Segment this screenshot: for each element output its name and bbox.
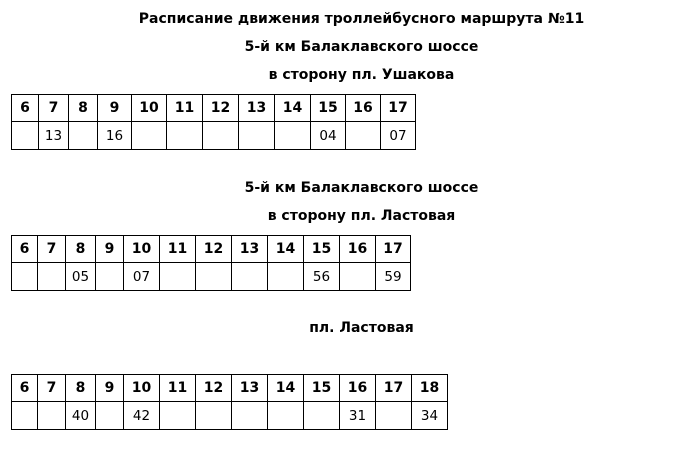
minute-cell (38, 402, 66, 430)
hour-cell: 12 (203, 95, 239, 122)
hour-cell: 7 (39, 95, 69, 122)
hour-cell: 6 (12, 236, 38, 263)
minute-cell (132, 122, 167, 150)
minute-cell: 34 (412, 402, 448, 430)
page-title: Расписание движения троллейбусного маршрута №11 (138, 11, 585, 27)
hour-cell: 6 (12, 95, 39, 122)
hour-cell: 17 (376, 375, 412, 402)
minutes-row (12, 122, 416, 150)
hour-cell: 14 (275, 95, 311, 122)
minute-cell (275, 122, 311, 150)
hour-cell: 18 (412, 375, 448, 402)
section-1-heading-direction: в сторону пл. Ушакова (268, 67, 455, 83)
minute-cell: 05 (66, 263, 96, 291)
minute-cell (346, 122, 381, 150)
hour-cell: 16 (340, 375, 376, 402)
minute-cell: 04 (311, 122, 346, 150)
schedule-table-1 (11, 94, 416, 150)
minutes-row (12, 263, 411, 291)
hour-cell: 6 (12, 375, 38, 402)
hour-cell: 14 (268, 375, 304, 402)
minute-cell (160, 402, 196, 430)
minutes-row (12, 402, 448, 430)
minute-cell (167, 122, 203, 150)
hour-cell: 15 (311, 95, 346, 122)
minute-cell (232, 402, 268, 430)
minute-cell (96, 402, 124, 430)
minute-cell (12, 122, 39, 150)
minute-cell (196, 263, 232, 291)
hour-cell: 17 (376, 236, 411, 263)
hour-cell: 9 (96, 375, 124, 402)
minute-cell (239, 122, 275, 150)
hour-cell: 15 (304, 375, 340, 402)
hour-cell: 16 (346, 95, 381, 122)
hour-cell: 8 (66, 236, 96, 263)
hour-cell: 13 (232, 375, 268, 402)
hour-cell: 15 (304, 236, 340, 263)
section-1-heading-stop: 5-й км Балаклавского шоссе (244, 39, 479, 55)
minute-cell: 40 (66, 402, 96, 430)
hour-cell: 16 (340, 236, 376, 263)
minute-cell: 07 (124, 263, 160, 291)
hour-cell: 13 (232, 236, 268, 263)
minute-cell (304, 402, 340, 430)
hour-cell: 8 (66, 375, 96, 402)
hour-cell: 10 (124, 375, 160, 402)
hour-cell: 7 (38, 236, 66, 263)
hour-cell: 17 (381, 95, 416, 122)
hour-cell: 11 (160, 375, 196, 402)
hour-cell: 9 (98, 95, 132, 122)
hour-cell: 10 (132, 95, 167, 122)
minute-cell (38, 263, 66, 291)
section-3-heading-stop: пл. Ластовая (309, 320, 414, 336)
hours-row (12, 95, 416, 122)
minute-cell: 42 (124, 402, 160, 430)
hours-row (12, 236, 411, 263)
minute-cell (203, 122, 239, 150)
minute-cell (376, 402, 412, 430)
minute-cell (268, 402, 304, 430)
minute-cell: 59 (376, 263, 411, 291)
hour-cell: 12 (196, 375, 232, 402)
minute-cell (232, 263, 268, 291)
hour-cell: 11 (167, 95, 203, 122)
minute-cell (12, 402, 38, 430)
minute-cell (96, 263, 124, 291)
minute-cell (340, 263, 376, 291)
schedule-table-2 (11, 235, 411, 291)
section-2-heading-stop: 5-й км Балаклавского шоссе (244, 180, 479, 196)
minute-cell: 31 (340, 402, 376, 430)
minute-cell: 56 (304, 263, 340, 291)
minute-cell (196, 402, 232, 430)
section-2-heading-direction: в сторону пл. Ластовая (267, 208, 456, 224)
hour-cell: 8 (69, 95, 98, 122)
hour-cell: 7 (38, 375, 66, 402)
minute-cell: 07 (381, 122, 416, 150)
minute-cell (12, 263, 38, 291)
hour-cell: 9 (96, 236, 124, 263)
minute-cell: 16 (98, 122, 132, 150)
hour-cell: 14 (268, 236, 304, 263)
hour-cell: 11 (160, 236, 196, 263)
minute-cell (160, 263, 196, 291)
minute-cell (268, 263, 304, 291)
hour-cell: 13 (239, 95, 275, 122)
hour-cell: 10 (124, 236, 160, 263)
schedule-table-3 (11, 374, 448, 430)
hours-row (12, 375, 448, 402)
minute-cell (69, 122, 98, 150)
hour-cell: 12 (196, 236, 232, 263)
minute-cell: 13 (39, 122, 69, 150)
